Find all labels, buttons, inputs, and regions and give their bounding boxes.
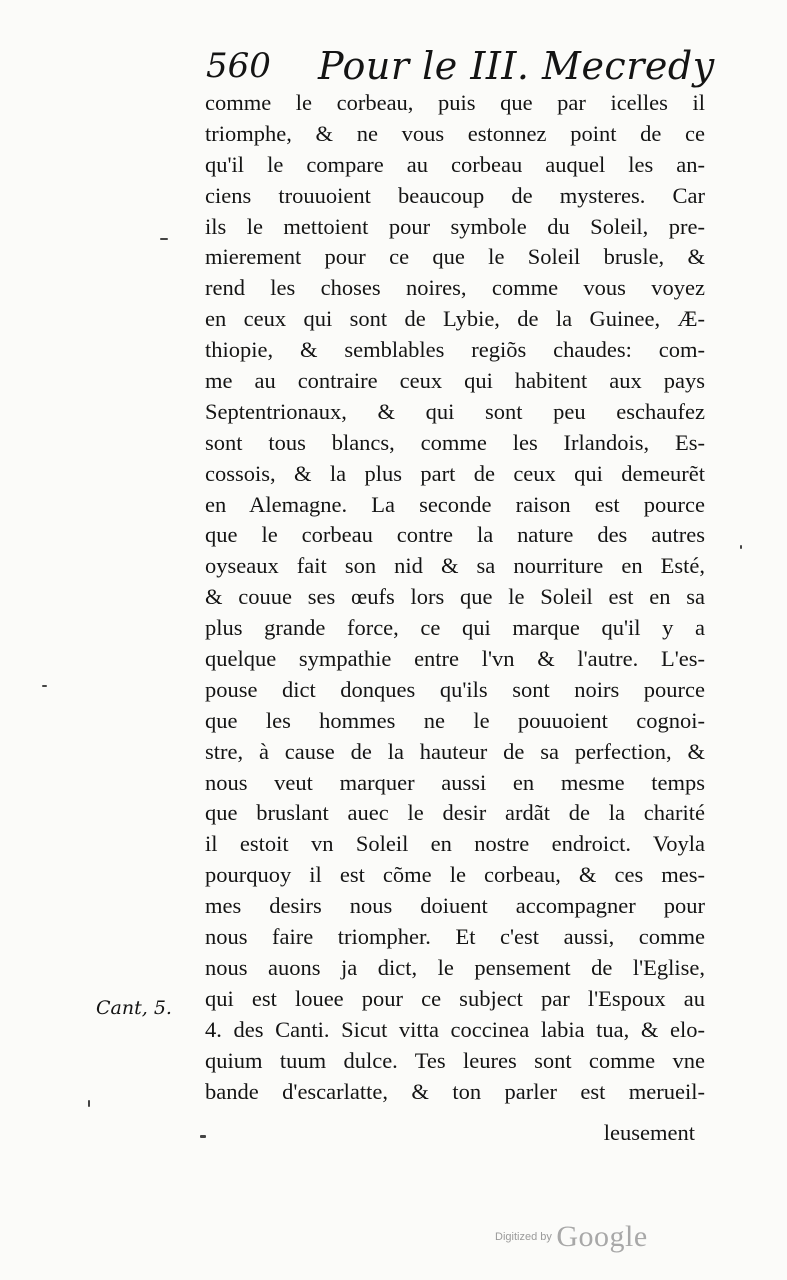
text-line: en Alemagne. La seconde raison est pource [205, 491, 705, 517]
ink-speck [88, 1100, 90, 1107]
text-line: mierement pour ce que le Soleil brusle, & [205, 244, 705, 270]
ink-speck [740, 545, 742, 549]
text-line: pourquoy il est cõme le corbeau, & ces mes- [205, 862, 705, 888]
text-line: ils le mettoient pour symbole du Soleil, pre- [205, 213, 705, 239]
text-line: triomphe, & ne vous estonnez point de ce [205, 120, 705, 146]
text-line: que les hommes ne le pouuoient cognoi- [205, 707, 705, 733]
catchword: leusement [603, 1120, 695, 1145]
ink-speck [200, 1135, 206, 1138]
ink-speck [42, 685, 47, 687]
text-line: stre, à cause de la hauteur de sa perfection, & [205, 738, 705, 764]
text-line: quium tuum dulce. Tes leures sont comme vne [205, 1047, 705, 1073]
text-line: il estoit vn Soleil en nostre endroict. Voyla [205, 831, 705, 857]
text-line: plus grande force, ce qui marque qu'il y a [205, 615, 705, 641]
margin-note: Cant, 5. [96, 997, 172, 1019]
text-line: quelque sympathie entre l'vn & l'autre. L'es- [205, 646, 705, 672]
text-line: bande d'escarlatte, & ton parler est merueil- [205, 1078, 705, 1104]
text-line: comme le corbeau, puis que par icelles il [205, 90, 705, 115]
text-line: qui est louee pour ce subject par l'Espoux au [205, 985, 705, 1011]
running-head: Pour le III. Mecredy [318, 44, 715, 88]
ink-speck [160, 238, 168, 240]
text-line: & couue ses œufs lors que le Soleil est en sa [205, 584, 705, 610]
text-line: Septentrionaux, & qui sont peu eschaufez [205, 398, 705, 424]
text-line: nous auons ja dict, le pensement de l'Eglise, [205, 954, 705, 980]
text-line: que bruslant auec le desir ardãt de la charité [205, 800, 705, 826]
text-line: nous faire triompher. Et c'est aussi, comme [205, 924, 705, 950]
text-line: sont tous blancs, comme les Irlandois, Es- [205, 429, 705, 455]
digitized-watermark [495, 1220, 648, 1254]
text-line: oyseaux fait son nid & sa nourriture en Esté, [205, 553, 705, 579]
page-header [200, 38, 720, 90]
text-line: thiopie, & semblables regiõs chaudes: com- [205, 337, 705, 363]
text-line: en ceux qui sont de Lybie, de la Guinee, Æ- [205, 306, 705, 332]
text-line: pouse dict donques qu'ils sont noirs pource [205, 676, 705, 702]
text-line: nous veut marquer aussi en mesme temps [205, 769, 705, 795]
text-line: ciens trouuoient beaucoup de mysteres. Car [205, 182, 705, 208]
text-line: 4. des Canti. Sicut vitta coccinea labia tua, & elo- [205, 1016, 705, 1042]
text-line: qu'il le compare au corbeau auquel les an- [205, 151, 705, 177]
text-line: cossois, & la plus part de ceux qui demeurẽt [205, 460, 705, 486]
text-line: me au contraire ceux qui habitent aux pays [205, 368, 705, 394]
text-line: mes desirs nous doiuent accompagner pour [205, 893, 705, 919]
watermark-prefix: Digitized by [495, 1231, 552, 1243]
text-line: que le corbeau contre la nature des autres [205, 522, 705, 548]
google-logo: Google [556, 1220, 648, 1253]
page-number: 560 [206, 46, 271, 86]
text-line: rend les choses noires, comme vous voyez [205, 275, 705, 301]
body-text [205, 88, 705, 1107]
